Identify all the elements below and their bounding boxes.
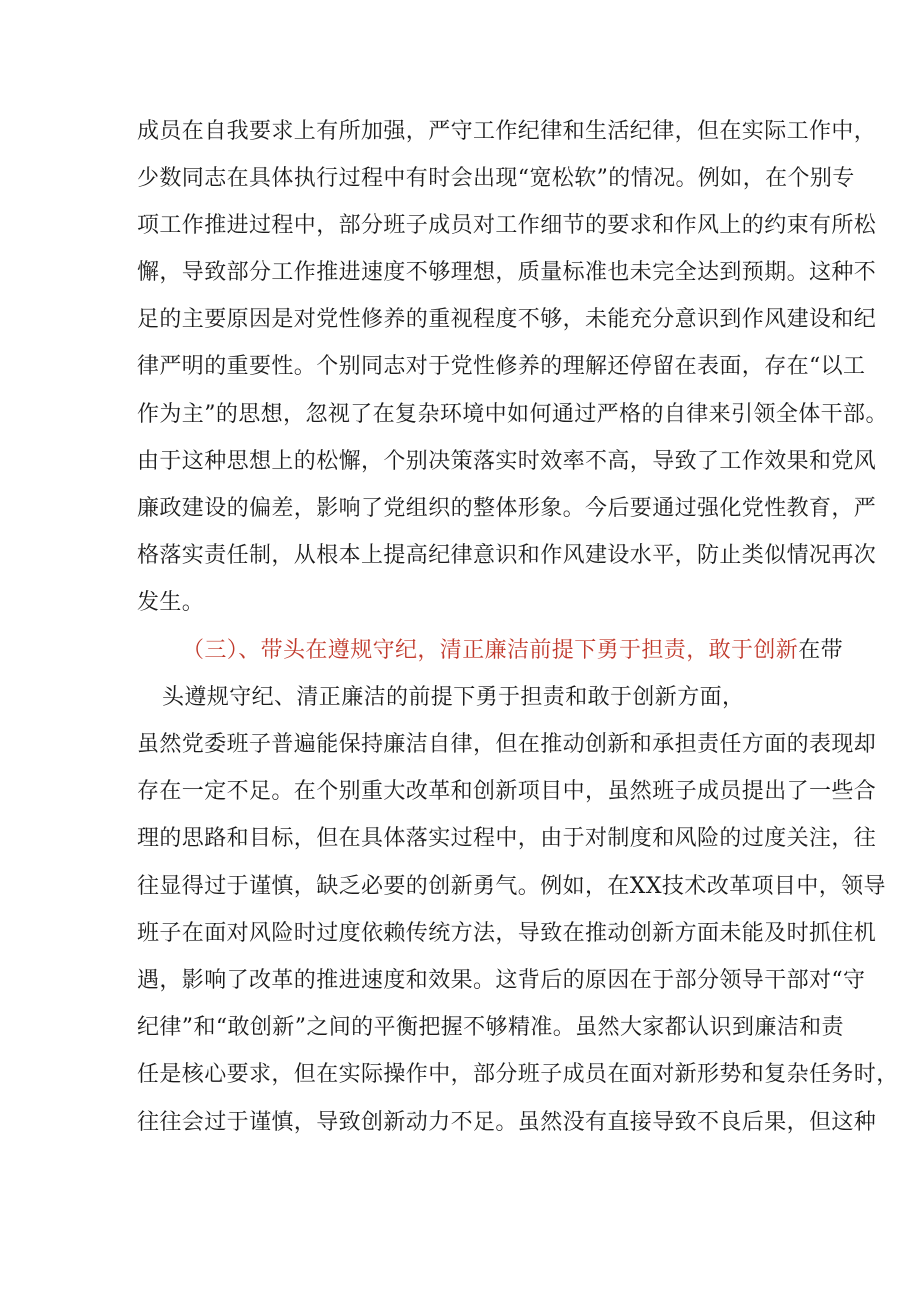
- paragraph-line: 任是核心要求，但在实际操作中，部分班子成员在面对新形势和复杂任务时，: [137, 1062, 899, 1087]
- paragraph-line: 往显得过于谨慎，缺乏必要的创新勇气。例如，在XX技术改革项目中，领导: [137, 874, 886, 899]
- paragraph-line: 往往会过于谨慎，导致创新动力不足。虽然没有直接导致不良后果，但这种: [137, 1110, 877, 1135]
- section-heading-title: （三）、带头在遵规守纪，清正廉洁前提下勇于担责，敢于创新: [182, 638, 799, 663]
- paragraph-line: 存在一定不足。在个别重大改革和创新项目中，虽然班子成员提出了一些合: [137, 779, 877, 804]
- paragraph-line: 足的主要原因是对党性修养的重视程度不够，未能充分意识到作风建设和纪: [137, 307, 877, 332]
- paragraph-line: 成员在自我要求上有所加强，严守工作纪律和生活纪律，但在实际工作中，: [137, 119, 877, 144]
- paragraph-line: 纪律”和“敢创新”之间的平衡把握不够精准。虽然大家都认识到廉洁和责: [137, 1015, 844, 1040]
- paragraph-line: 少数同志在具体执行过程中有时会出现“宽松软”的情况。例如，在个别专: [137, 166, 855, 191]
- section-heading-continuation: 头遵规守纪、清正廉洁的前提下勇于担责和敢于创新方面，: [162, 685, 745, 710]
- section-heading-tail: 在带: [798, 638, 844, 663]
- paragraph-line: 班子在面对风险时过度依赖传统方法，导致在推动创新方面未能及时抓住机: [137, 921, 877, 946]
- paragraph-line: 格落实责任制，从根本上提高纪律意识和作风建设水平，防止类似情况再次: [137, 543, 877, 568]
- paragraph-line: 廉政建设的偏差，影响了党组织的整体形象。今后要通过强化党性教育，严: [137, 496, 877, 521]
- paragraph-line: 作为主”的思想，忽视了在复杂环境中如何通过严格的自律来引领全体干部。: [137, 402, 888, 427]
- paragraph-line: 律严明的重要性。个别同志对于党性修养的理解还停留在表面，存在“以工: [137, 354, 866, 379]
- paragraph-line: 项工作推进过程中，部分班子成员对工作细节的要求和作风上的约束有所松: [137, 213, 877, 238]
- paragraph-line: 发生。: [137, 590, 205, 615]
- paragraph-line: 懈，导致部分工作推进速度不够理想，质量标准也未完全达到预期。这种不: [137, 260, 877, 285]
- paragraph-line: 理的思路和目标，但在具体落实过程中，由于对制度和风险的过度关注，往: [137, 826, 877, 851]
- section-heading: [182, 636, 843, 666]
- paragraph-line: 遇，影响了改革的推进速度和效果。这背后的原因在于部分领导干部对“守: [137, 968, 866, 993]
- paragraph-line: 虽然党委班子普遍能保持廉洁自律，但在推动创新和承担责任方面的表现却: [137, 732, 877, 757]
- paragraph-line: 由于这种思想上的松懈，个别决策落实时效率不高，导致了工作效果和党风: [137, 449, 877, 474]
